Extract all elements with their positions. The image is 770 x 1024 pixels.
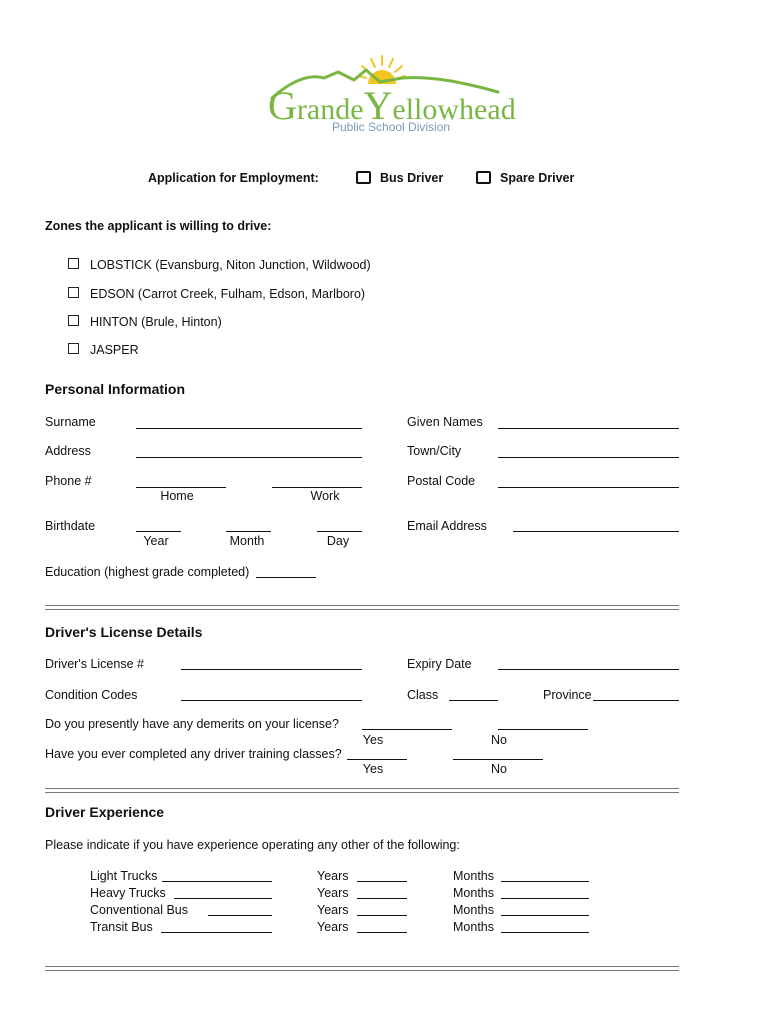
section-divider xyxy=(45,966,679,971)
surname-label: Surname xyxy=(45,415,96,429)
experience-instruction: Please indicate if you have experience operating any other of the following: xyxy=(45,838,460,852)
birth-year-caption: Year xyxy=(143,534,169,548)
heavy-trucks-months-field[interactable] xyxy=(501,898,589,899)
transit-bus-years-field[interactable] xyxy=(357,932,407,933)
months-label: Months xyxy=(453,869,494,883)
spare-driver-checkbox[interactable] xyxy=(476,171,491,184)
zone-jasper-checkbox[interactable] xyxy=(68,343,79,354)
birth-day-caption: Day xyxy=(326,534,350,548)
zone-lobstick-label: LOBSTICK (Evansburg, Niton Junction, Wildwood) xyxy=(90,258,371,272)
conventional-bus-months-field[interactable] xyxy=(501,915,589,916)
training-yes-field[interactable] xyxy=(347,759,407,760)
years-label: Years xyxy=(317,903,349,917)
conventional-bus-field[interactable] xyxy=(208,915,272,916)
surname-field[interactable] xyxy=(136,428,362,429)
education-label: Education (highest grade completed) xyxy=(45,565,250,579)
town-city-field[interactable] xyxy=(498,457,679,458)
logo-initial-y: Y xyxy=(363,83,393,128)
vehicle-label-conventional-bus: Conventional Bus xyxy=(90,903,188,917)
birth-day-field[interactable] xyxy=(317,531,362,532)
phone-work-field[interactable] xyxy=(272,487,362,488)
license-heading: Driver's License Details xyxy=(45,624,203,640)
license-number-label: Driver's License # xyxy=(45,657,144,671)
heavy-trucks-field[interactable] xyxy=(174,898,272,899)
training-question: Have you ever completed any driver training classes? xyxy=(45,747,342,761)
logo-initial-g: G xyxy=(268,83,297,128)
phone-home-caption: Home xyxy=(160,489,194,503)
birth-month-caption: Month xyxy=(229,534,265,548)
condition-codes-field[interactable] xyxy=(181,700,362,701)
class-field[interactable] xyxy=(449,700,498,701)
phone-work-caption: Work xyxy=(310,489,340,503)
expiry-date-label: Expiry Date xyxy=(407,657,472,671)
given-names-label: Given Names xyxy=(407,415,483,429)
bus-driver-checkbox[interactable] xyxy=(356,171,371,184)
zone-hinton-checkbox[interactable] xyxy=(68,315,79,326)
heavy-trucks-years-field[interactable] xyxy=(357,898,407,899)
months-label: Months xyxy=(453,903,494,917)
section-divider xyxy=(45,605,679,610)
province-label: Province xyxy=(543,688,592,702)
zone-lobstick-checkbox[interactable] xyxy=(68,258,79,269)
province-field[interactable] xyxy=(593,700,679,701)
light-trucks-field[interactable] xyxy=(162,881,272,882)
expiry-date-field[interactable] xyxy=(498,669,679,670)
vehicle-label-light-trucks: Light Trucks xyxy=(90,869,158,883)
phone-label: Phone # xyxy=(45,474,92,488)
birth-month-field[interactable] xyxy=(226,531,271,532)
email-field[interactable] xyxy=(513,531,679,532)
demerits-no-caption: No xyxy=(491,733,507,747)
training-no-caption: No xyxy=(491,762,507,776)
phone-home-field[interactable] xyxy=(136,487,226,488)
address-field[interactable] xyxy=(136,457,362,458)
months-label: Months xyxy=(453,920,494,934)
demerits-yes-field[interactable] xyxy=(362,729,452,730)
given-names-field[interactable] xyxy=(498,428,679,429)
conventional-bus-years-field[interactable] xyxy=(357,915,407,916)
training-yes-caption: Yes xyxy=(362,762,384,776)
light-trucks-months-field[interactable] xyxy=(501,881,589,882)
transit-bus-field[interactable] xyxy=(161,932,272,933)
logo xyxy=(262,52,522,142)
months-label: Months xyxy=(453,886,494,900)
demerits-no-field[interactable] xyxy=(498,729,588,730)
vehicle-label-transit-bus: Transit Bus xyxy=(90,920,153,934)
demerits-question: Do you presently have any demerits on your license? xyxy=(45,717,339,731)
birth-year-field[interactable] xyxy=(136,531,181,532)
class-label: Class xyxy=(407,688,439,702)
logo-subtitle: Public School Division xyxy=(332,120,451,134)
birthdate-label: Birthdate xyxy=(45,519,96,533)
zone-edson-label: EDSON (Carrot Creek, Fulham, Edson, Marlboro) xyxy=(90,287,366,301)
transit-bus-months-field[interactable] xyxy=(501,932,589,933)
demerits-yes-caption: Yes xyxy=(362,733,384,747)
zone-edson-checkbox[interactable] xyxy=(68,287,79,298)
town-city-label: Town/City xyxy=(407,444,462,458)
vehicle-label-heavy-trucks: Heavy Trucks xyxy=(90,886,166,900)
logo-word-2: ellowhead xyxy=(392,93,516,126)
logo-word-1: rande xyxy=(296,93,364,126)
training-no-field[interactable] xyxy=(453,759,543,760)
years-label: Years xyxy=(317,869,349,883)
experience-heading: Driver Experience xyxy=(45,804,165,820)
postal-code-label: Postal Code xyxy=(407,474,476,488)
email-label: Email Address xyxy=(407,519,487,533)
license-number-field[interactable] xyxy=(181,669,362,670)
years-label: Years xyxy=(317,920,349,934)
personal-info-heading: Personal Information xyxy=(45,381,186,397)
bus-driver-label: Bus Driver xyxy=(380,171,444,185)
zones-heading: Zones the applicant is willing to drive: xyxy=(45,219,272,233)
education-field[interactable] xyxy=(256,577,316,578)
postal-code-field[interactable] xyxy=(498,487,679,488)
section-divider xyxy=(45,788,679,793)
application-title: Application for Employment: xyxy=(148,171,319,185)
years-label: Years xyxy=(317,886,349,900)
condition-codes-label: Condition Codes xyxy=(45,688,138,702)
spare-driver-label: Spare Driver xyxy=(500,171,575,185)
zone-jasper-label: JASPER xyxy=(90,343,139,357)
zone-hinton-label: HINTON (Brule, Hinton) xyxy=(90,315,222,329)
address-label: Address xyxy=(45,444,91,458)
light-trucks-years-field[interactable] xyxy=(357,881,407,882)
